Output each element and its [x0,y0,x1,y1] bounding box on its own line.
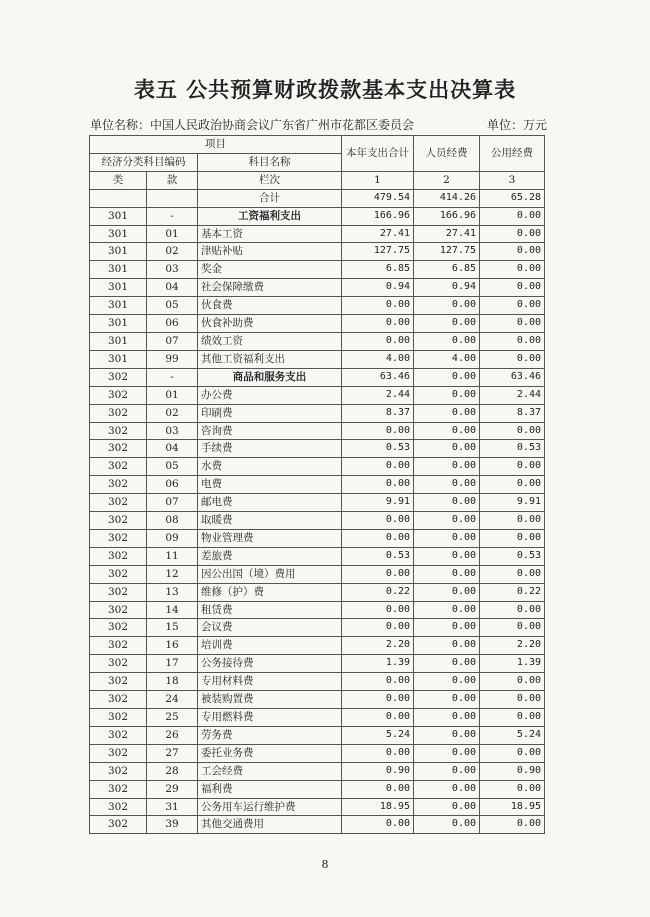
header-row-1 [90,136,545,154]
row-lei: 302 [90,726,147,744]
row-public: 0.90 [480,762,545,780]
row-total: 0.00 [342,422,414,440]
row-public: 0.22 [480,583,545,601]
row-lei: 301 [90,297,147,315]
row-personnel: 4.00 [414,350,480,368]
summary-total: 479.54 [342,189,414,207]
row-kuan: 11 [147,547,198,565]
row-lei: 302 [90,637,147,655]
row-public: 0.00 [480,601,545,619]
row-lei: 301 [90,315,147,333]
header-item: 项目 [90,136,342,154]
row-public: 0.00 [480,619,545,637]
row-personnel: 0.00 [414,619,480,637]
row-personnel: 0.00 [414,440,480,458]
row-personnel: 0.00 [414,583,480,601]
row-subject-name: 邮电费 [198,494,342,512]
row-lei: 301 [90,243,147,261]
row-total: 0.22 [342,583,414,601]
row-total: 0.00 [342,673,414,691]
row-public: 2.20 [480,637,545,655]
table-row [90,691,545,709]
header-kuan: 款 [147,171,198,189]
row-subject-name: 水费 [198,458,342,476]
row-total: 0.00 [342,458,414,476]
row-subject-name: 伙食补助费 [198,315,342,333]
row-lei: 302 [90,404,147,422]
row-kuan: 06 [147,315,198,333]
row-total: 0.00 [342,315,414,333]
row-personnel: 0.00 [414,512,480,530]
row-lei: 302 [90,619,147,637]
row-public: 0.00 [480,332,545,350]
row-personnel: 0.00 [414,458,480,476]
table-row [90,780,545,798]
table-row [90,297,545,315]
row-subject-name: 公务接待费 [198,655,342,673]
table-row [90,637,545,655]
row-kuan: 27 [147,744,198,762]
row-personnel: 0.00 [414,315,480,333]
row-total: 9.91 [342,494,414,512]
header-public: 公用经费 [480,136,545,172]
row-personnel: 127.75 [414,243,480,261]
row-kuan: 99 [147,350,198,368]
table-row [90,798,545,816]
row-lei: 302 [90,422,147,440]
table-row [90,458,545,476]
row-total: 0.00 [342,332,414,350]
row-personnel: 0.00 [414,691,480,709]
row-kuan: 24 [147,691,198,709]
row-subject-name: 绩效工资 [198,332,342,350]
row-total: 6.85 [342,261,414,279]
row-public: 18.95 [480,798,545,816]
table-row [90,583,545,601]
row-kuan: 01 [147,225,198,243]
row-total: 2.20 [342,637,414,655]
table-row [90,529,545,547]
row-subject-name: 办公费 [198,386,342,404]
row-personnel: 0.00 [414,332,480,350]
row-total: 0.00 [342,476,414,494]
row-subject-name: 被装购置费 [198,691,342,709]
row-total: 63.46 [342,368,414,386]
row-lei: 302 [90,673,147,691]
row-public: 0.00 [480,279,545,297]
row-lei: 301 [90,225,147,243]
row-total: 0.00 [342,780,414,798]
row-kuan: 09 [147,529,198,547]
row-personnel: 0.00 [414,780,480,798]
row-subject-name: 奖金 [198,261,342,279]
row-personnel: 0.00 [414,476,480,494]
row-total: 0.00 [342,601,414,619]
row-public: 1.39 [480,655,545,673]
table-row [90,207,545,225]
row-total: 0.94 [342,279,414,297]
row-personnel: 0.00 [414,494,480,512]
row-subject-name: 工资福利支出 [198,207,342,225]
summary-kuan [147,189,198,207]
table-row [90,601,545,619]
table-row [90,673,545,691]
header-col1: 1 [342,171,414,189]
row-lei: 302 [90,762,147,780]
row-lei: 302 [90,744,147,762]
row-public: 0.00 [480,709,545,727]
table-row [90,476,545,494]
summary-personnel: 414.26 [414,189,480,207]
row-lei: 302 [90,440,147,458]
row-kuan: 03 [147,422,198,440]
row-public: 0.53 [480,440,545,458]
row-total: 4.00 [342,350,414,368]
row-public: 0.00 [480,512,545,530]
row-public: 0.00 [480,476,545,494]
row-public: 9.91 [480,494,545,512]
row-lei: 302 [90,547,147,565]
page-title: 表五 公共预算财政拨款基本支出决算表 [133,78,517,102]
row-public: 0.00 [480,297,545,315]
row-subject-name: 差旅费 [198,547,342,565]
row-lei: 301 [90,279,147,297]
row-total: 0.00 [342,565,414,583]
row-public: 0.00 [480,780,545,798]
row-subject-name: 培训费 [198,637,342,655]
row-kuan: 07 [147,332,198,350]
table-row [90,709,545,727]
row-personnel: 0.00 [414,637,480,655]
row-personnel: 0.00 [414,655,480,673]
row-subject-name: 其他工资福利支出 [198,350,342,368]
row-personnel: 0.00 [414,816,480,834]
row-lei: 302 [90,565,147,583]
row-personnel: 0.00 [414,386,480,404]
row-personnel: 27.41 [414,225,480,243]
row-total: 8.37 [342,404,414,422]
row-lei: 302 [90,494,147,512]
row-lei: 302 [90,780,147,798]
row-kuan: 29 [147,780,198,798]
table-row [90,422,545,440]
expenditure-table [89,135,545,834]
row-lei: 302 [90,368,147,386]
header-subject-name: 科目名称 [198,153,342,171]
row-total: 0.00 [342,744,414,762]
row-total: 127.75 [342,243,414,261]
row-kuan: 08 [147,512,198,530]
summary-lei [90,189,147,207]
row-kuan: 17 [147,655,198,673]
row-subject-name: 委托业务费 [198,744,342,762]
row-personnel: 0.00 [414,547,480,565]
row-lei: 302 [90,583,147,601]
row-public: 8.37 [480,404,545,422]
row-kuan: 26 [147,726,198,744]
row-kuan: 06 [147,476,198,494]
row-lei: 301 [90,207,147,225]
row-public: 0.00 [480,565,545,583]
row-subject-name: 取暖费 [198,512,342,530]
row-lei: 301 [90,332,147,350]
summary-public: 65.28 [480,189,545,207]
table-row [90,655,545,673]
row-public: 0.00 [480,261,545,279]
row-personnel: 0.00 [414,798,480,816]
row-total: 0.53 [342,547,414,565]
row-kuan: 12 [147,565,198,583]
row-public: 0.00 [480,691,545,709]
row-total: 0.00 [342,297,414,315]
row-total: 27.41 [342,225,414,243]
row-public: 0.00 [480,529,545,547]
row-total: 0.00 [342,709,414,727]
row-public: 0.00 [480,315,545,333]
row-kuan: 39 [147,816,198,834]
table-row [90,368,545,386]
row-subject-name: 伙食费 [198,297,342,315]
row-personnel: 0.00 [414,565,480,583]
table-row [90,726,545,744]
header-lanci: 栏次 [198,171,342,189]
row-lei: 301 [90,261,147,279]
row-subject-name: 津贴补贴 [198,243,342,261]
row-kuan: 05 [147,458,198,476]
row-subject-name: 物业管理费 [198,529,342,547]
row-subject-name: 福利费 [198,780,342,798]
row-kuan: 18 [147,673,198,691]
unit-name-label: 单位名称：中国人民政治协商会议广东省广州市花都区委员会 [90,118,415,132]
row-personnel: 0.00 [414,744,480,762]
row-total: 5.24 [342,726,414,744]
row-total: 18.95 [342,798,414,816]
summary-row [90,189,545,207]
row-lei: 302 [90,529,147,547]
row-kuan: 16 [147,637,198,655]
row-subject-name: 专用材料费 [198,673,342,691]
row-kuan: 02 [147,404,198,422]
row-public: 0.00 [480,243,545,261]
table-row [90,494,545,512]
table-row [90,762,545,780]
row-personnel: 0.00 [414,762,480,780]
row-public: 0.00 [480,225,545,243]
row-total: 2.44 [342,386,414,404]
row-total: 0.00 [342,529,414,547]
row-lei: 302 [90,816,147,834]
row-lei: 302 [90,458,147,476]
unit-label: 单位：万元 [487,118,548,132]
table-row [90,547,545,565]
row-kuan: 14 [147,601,198,619]
row-subject-name: 专用燃料费 [198,709,342,727]
row-public: 0.00 [480,673,545,691]
table-row [90,332,545,350]
row-total: 166.96 [342,207,414,225]
row-public: 0.53 [480,547,545,565]
row-personnel: 0.00 [414,601,480,619]
row-personnel: 0.00 [414,404,480,422]
row-lei: 302 [90,476,147,494]
row-kuan: 07 [147,494,198,512]
row-total: 0.00 [342,512,414,530]
row-total: 0.53 [342,440,414,458]
row-public: 0.00 [480,744,545,762]
row-lei: 302 [90,655,147,673]
row-total: 0.00 [342,619,414,637]
row-kuan: 05 [147,297,198,315]
table-row [90,261,545,279]
row-total: 0.00 [342,816,414,834]
row-public: 5.24 [480,726,545,744]
row-kuan: 15 [147,619,198,637]
table-row [90,243,545,261]
row-personnel: 6.85 [414,261,480,279]
row-subject-name: 手续费 [198,440,342,458]
table-row [90,565,545,583]
row-kuan: 01 [147,386,198,404]
table-row [90,315,545,333]
row-subject-name: 印刷费 [198,404,342,422]
table-row [90,816,545,834]
row-lei: 302 [90,601,147,619]
row-personnel: 166.96 [414,207,480,225]
row-kuan: 04 [147,440,198,458]
row-kuan: - [147,207,198,225]
row-public: 0.00 [480,816,545,834]
row-subject-name: 咨询费 [198,422,342,440]
row-subject-name: 电费 [198,476,342,494]
row-subject-name: 因公出国（境）费用 [198,565,342,583]
row-subject-name: 工会经费 [198,762,342,780]
header-personnel: 人员经费 [414,136,480,172]
row-public: 0.00 [480,422,545,440]
row-personnel: 0.00 [414,673,480,691]
row-kuan: 02 [147,243,198,261]
row-personnel: 0.00 [414,726,480,744]
table-row [90,350,545,368]
row-subject-name: 社会保障缴费 [198,279,342,297]
table-row [90,512,545,530]
row-personnel: 0.94 [414,279,480,297]
table-row [90,619,545,637]
row-kuan: 31 [147,798,198,816]
header-econ-code: 经济分类科目编码 [90,153,198,171]
table-row [90,404,545,422]
page-number: 8 [321,858,329,871]
header-total: 本年支出合计 [342,136,414,172]
row-public: 0.00 [480,458,545,476]
row-kuan: 04 [147,279,198,297]
table-row [90,744,545,762]
row-lei: 301 [90,350,147,368]
row-subject-name: 维修（护）费 [198,583,342,601]
row-subject-name: 租赁费 [198,601,342,619]
row-public: 0.00 [480,207,545,225]
summary-name: 合计 [198,189,342,207]
header-col2: 2 [414,171,480,189]
row-personnel: 0.00 [414,422,480,440]
table-row [90,386,545,404]
row-kuan: 03 [147,261,198,279]
row-subject-name: 公务用车运行维护费 [198,798,342,816]
header-lei: 类 [90,171,147,189]
table-row [90,440,545,458]
row-lei: 302 [90,798,147,816]
row-subject-name: 基本工资 [198,225,342,243]
row-lei: 302 [90,512,147,530]
row-kuan: 13 [147,583,198,601]
row-subject-name: 会议费 [198,619,342,637]
row-subject-name: 劳务费 [198,726,342,744]
header-col3: 3 [480,171,545,189]
row-kuan: 28 [147,762,198,780]
row-total: 0.90 [342,762,414,780]
row-personnel: 0.00 [414,368,480,386]
header-row-3 [90,171,545,189]
row-public: 63.46 [480,368,545,386]
row-public: 0.00 [480,350,545,368]
row-public: 2.44 [480,386,545,404]
row-total: 1.39 [342,655,414,673]
table-row [90,225,545,243]
row-kuan: - [147,368,198,386]
row-subject-name: 其他交通费用 [198,816,342,834]
row-lei: 302 [90,709,147,727]
row-lei: 302 [90,386,147,404]
row-kuan: 25 [147,709,198,727]
row-personnel: 0.00 [414,297,480,315]
table-row [90,279,545,297]
row-personnel: 0.00 [414,709,480,727]
row-total: 0.00 [342,691,414,709]
row-lei: 302 [90,691,147,709]
row-subject-name: 商品和服务支出 [198,368,342,386]
row-personnel: 0.00 [414,529,480,547]
